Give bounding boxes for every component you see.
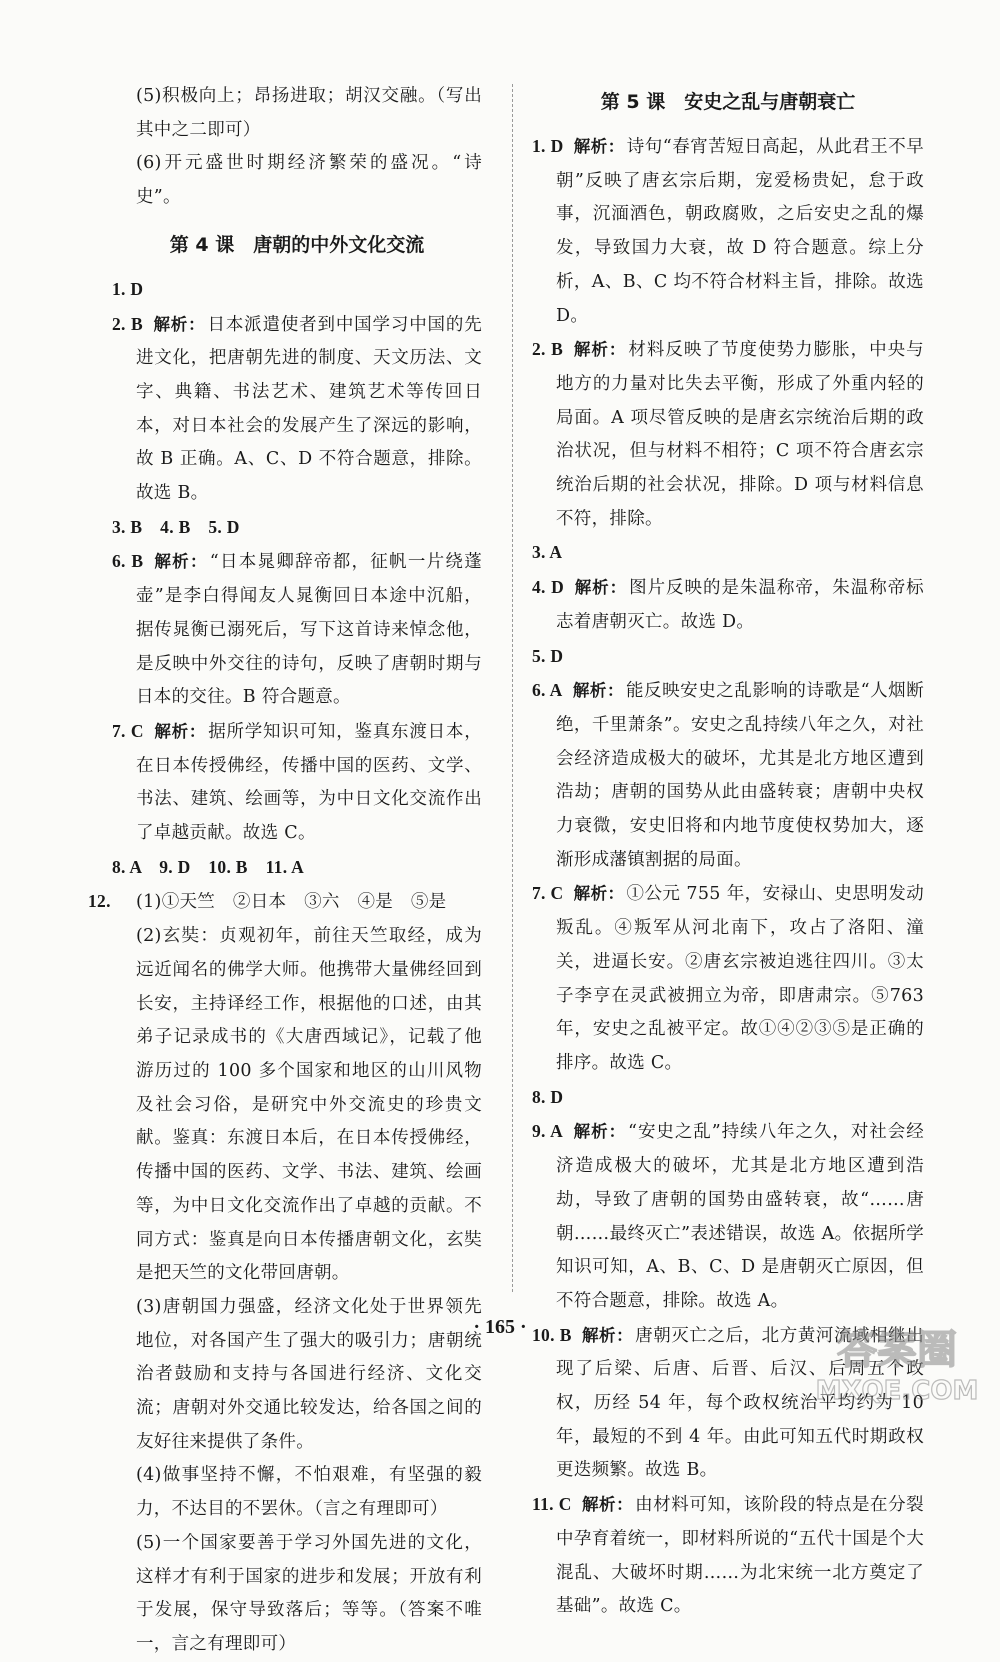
intro-item-6: (6)开元盛世时期经济繁荣的盛况。“诗史”。: [136, 153, 482, 208]
l4-q1: [112, 273, 482, 308]
analysis-label: 解析：: [153, 721, 207, 741]
q12-part-4: (4)做事坚持不懈，不怕艰难，有坚强的毅力，不达目的不罢休。（言之有理即可）: [136, 1465, 482, 1520]
answer-number: 6. A: [532, 680, 563, 701]
analysis-label: 解析：: [581, 1325, 634, 1345]
analysis-label: 解析：: [572, 681, 625, 701]
answer-number: 5. D: [532, 645, 564, 666]
l4-q7: [112, 715, 482, 851]
lesson-4-title: 第 4 课 唐朝的中外文化交流: [169, 233, 425, 256]
answer-number: 11. C: [532, 1494, 572, 1515]
answer-number: 2. B: [532, 339, 564, 360]
analysis-text: “日本晁卿辞帝都，征帆一片绕蓬壶”是李白得闻友人晁衡回日本途中沉船，据传晁衡已溺死后，写下这首诗来悼念他，是反映中外交往的诗句，反映了唐朝时期与日本的交往。B 符合题意。: [136, 552, 483, 708]
q12-part-1: (1)①天竺 ②日本 ③六 ④是 ⑤是: [136, 892, 447, 913]
answer-number: 8. A 9. D 10. B 11. A: [112, 856, 305, 877]
q12-part-5: (5)一个国家要善于学习外国先进的文化，这样才有利于国家的进步和发展；开放有利于发展，保守导致落后；等等。（答案不唯一，言之有理即可）: [136, 1532, 482, 1654]
page-number: · 165 ·: [473, 1316, 527, 1338]
analysis-text: 图片反映的是朱温称帝，朱温称帝标志着唐朝灭亡。故选 D。: [556, 578, 924, 632]
l5-item: [532, 536, 924, 571]
answer-number: 2. B: [112, 313, 143, 334]
l5-item: [532, 1081, 924, 1116]
analysis-text: ①公元 755 年，安禄山、史思明发动叛乱。④叛军从河北南下，攻占了洛阳、潼关，进逼长安。②唐玄宗被迫逃往四川。③太子李亨在灵武被拥立为帝，即唐肃宗。⑤763 年，安史之乱被平定。故①④②③⑤是正确的排序。故选 C。: [556, 884, 925, 1073]
analysis-label: 解析：: [581, 1495, 634, 1515]
intro-item-5: (5)积极向上；昂扬进取；胡汉交融。（写出其中之二即可）: [136, 86, 482, 140]
answer-number: 1. D: [112, 278, 144, 299]
analysis-label: 解析：: [573, 137, 625, 156]
l4-q6: [112, 545, 482, 715]
answer-number: 7. C: [112, 720, 144, 741]
l4-q12: [88, 885, 482, 920]
l5-item: [532, 640, 924, 675]
l5-item: [532, 1115, 924, 1318]
left-column: [88, 80, 483, 1662]
svg-text:MXQE.COM: MXQE.COM: [815, 1376, 979, 1406]
analysis-text: 诗句“春宵苦短日高起，从此君王不早朝”反映了唐玄宗后期，宠爱杨贵妃，怠于政事，沉湎酒色，朝政腐败，之后安史之乱的爆发，导致国力大衰，故 D 符合题意。综上分析，A、B、C 均不符合材料主旨，排除。故选 D。: [556, 137, 924, 326]
l5-item: [532, 674, 924, 877]
analysis-text: 能反映安史之乱影响的诗歌是“人烟断绝，千里萧条”。安史之乱持续八年之久，对社会经济造成极大的破坏，尤其是北方地区遭到浩劫；唐朝的国势从此由盛转衰；唐朝中央权力衰微，安史旧将和内地节度使权势加大，逐渐形成藩镇割据的局面。: [556, 681, 925, 870]
analysis-text: 由材料可知，该阶段的特点是在分裂中孕育着统一，即材料所说的“五代十国是个大混乱、大破坏时期……为北宋统一北方奠定了基础”。故选 C。: [556, 1495, 924, 1617]
answer-number: 3. A: [532, 542, 563, 563]
analysis-text: 唐朝灭亡之后，北方黄河流域相继出现了后梁、后唐、后晋、后汉、后周五个政权，历经 54 年，每个政权统治平均约为 10 年，最短的不到 4 年。由此可知五代时期政权更迭频繁。故选 B。: [556, 1325, 924, 1481]
watermark-logo: [802, 1311, 992, 1411]
l4-q3-5: [112, 511, 482, 546]
analysis-label: 解析：: [573, 340, 627, 360]
lesson-5-title: 第 5 课 安史之乱与唐朝衰亡: [600, 91, 856, 113]
analysis-text: 材料反映了节度使势力膨胀，中央与地方的力量对比失去平衡，形成了外重内轻的局面。A 项尽管反映的是唐玄宗统治后期的政治状况，但与材料不相符；C 项不符合唐玄宗统治后期的社会状况，排除。D 项与材料信息不符，排除。: [556, 340, 924, 529]
answer-number: 7. C: [532, 883, 564, 904]
answer-number: 9. A: [532, 1121, 564, 1142]
l5-item: [532, 1488, 924, 1624]
analysis-text: “安史之乱”持续八年之久，对社会经济造成极大的破坏，尤其是北方地区遭到浩劫，导致了唐朝的国势由盛转衰，故“……唐朝……最终灭亡”表述错误，故选 A。依据所学知识可知，A、B、C、D 是唐朝灭亡原因，但不符合题意，排除。故选 A。: [556, 1122, 924, 1311]
analysis-label: 解析：: [573, 884, 625, 904]
analysis-label: 解析：: [574, 578, 628, 598]
l4-q2: [112, 308, 482, 511]
l5-item: [532, 333, 924, 536]
l5-item: [532, 130, 924, 333]
column-divider: [512, 84, 513, 1292]
l5-item: [532, 571, 924, 639]
answer-number: 12.: [88, 891, 111, 912]
q12-part-3: (3)唐朝国力强盛，经济文化处于世界领先地位，对各国产生了强大的吸引力；唐朝统治者鼓励和支持与各国进行经济、文化交流；唐朝对外交通比较发达，给各国之间的友好往来提供了条件。: [136, 1296, 482, 1452]
answer-number: 10. B: [532, 1324, 572, 1345]
analysis-text: 据所学知识可知，鉴真东渡日本，在日本传授佛经，传播中国的医药、文学、书法、建筑、绘画等，为中日文化交流作出了卓越贡献。故选 C。: [136, 721, 483, 844]
answer-number: 4. D: [532, 577, 565, 598]
answer-number: 1. D: [532, 136, 564, 156]
analysis-text: 日本派遣使者到中国学习中国的先进文化，把唐朝先进的制度、天文历法、文字、典籍、书法艺术、建筑艺术等传回日本，对日本社会的发展产生了深远的影响，故 B 正确。A、C、D 不符合题意，排除。故选 B。: [136, 314, 483, 504]
l5-item: [532, 877, 924, 1080]
answer-number: 3. B 4. B 5. D: [112, 516, 240, 537]
answer-number: 6. B: [112, 551, 144, 572]
analysis-label: 解析：: [573, 1122, 627, 1142]
q12-part-2: (2)玄奘：贞观初年，前往天竺取经，成为远近闻名的佛学大师。他携带大量佛经回到长安，主持译经工作，根据他的口述，由其弟子记录成书的《大唐西域记》，记载了他游历过的 100 多个国家和地区的山川风物及社会习俗，是研究中外交流史的珍贵文献。鉴真：东渡日本后，在日本传授佛经，传播中国的医药、文学、书法、建筑、绘画等，为中日文化交流作出了卓越的贡献。不同方式：鉴真是向日本传播唐朝文化，玄奘是把天竺的文化带回唐朝。: [136, 926, 482, 1284]
analysis-label: 解析：: [153, 552, 208, 572]
svg-text:答案圈: 答案圈: [837, 1327, 957, 1373]
analysis-label: 解析：: [152, 314, 206, 334]
answer-number: 8. D: [532, 1086, 564, 1107]
l4-q8-11: [112, 851, 482, 886]
